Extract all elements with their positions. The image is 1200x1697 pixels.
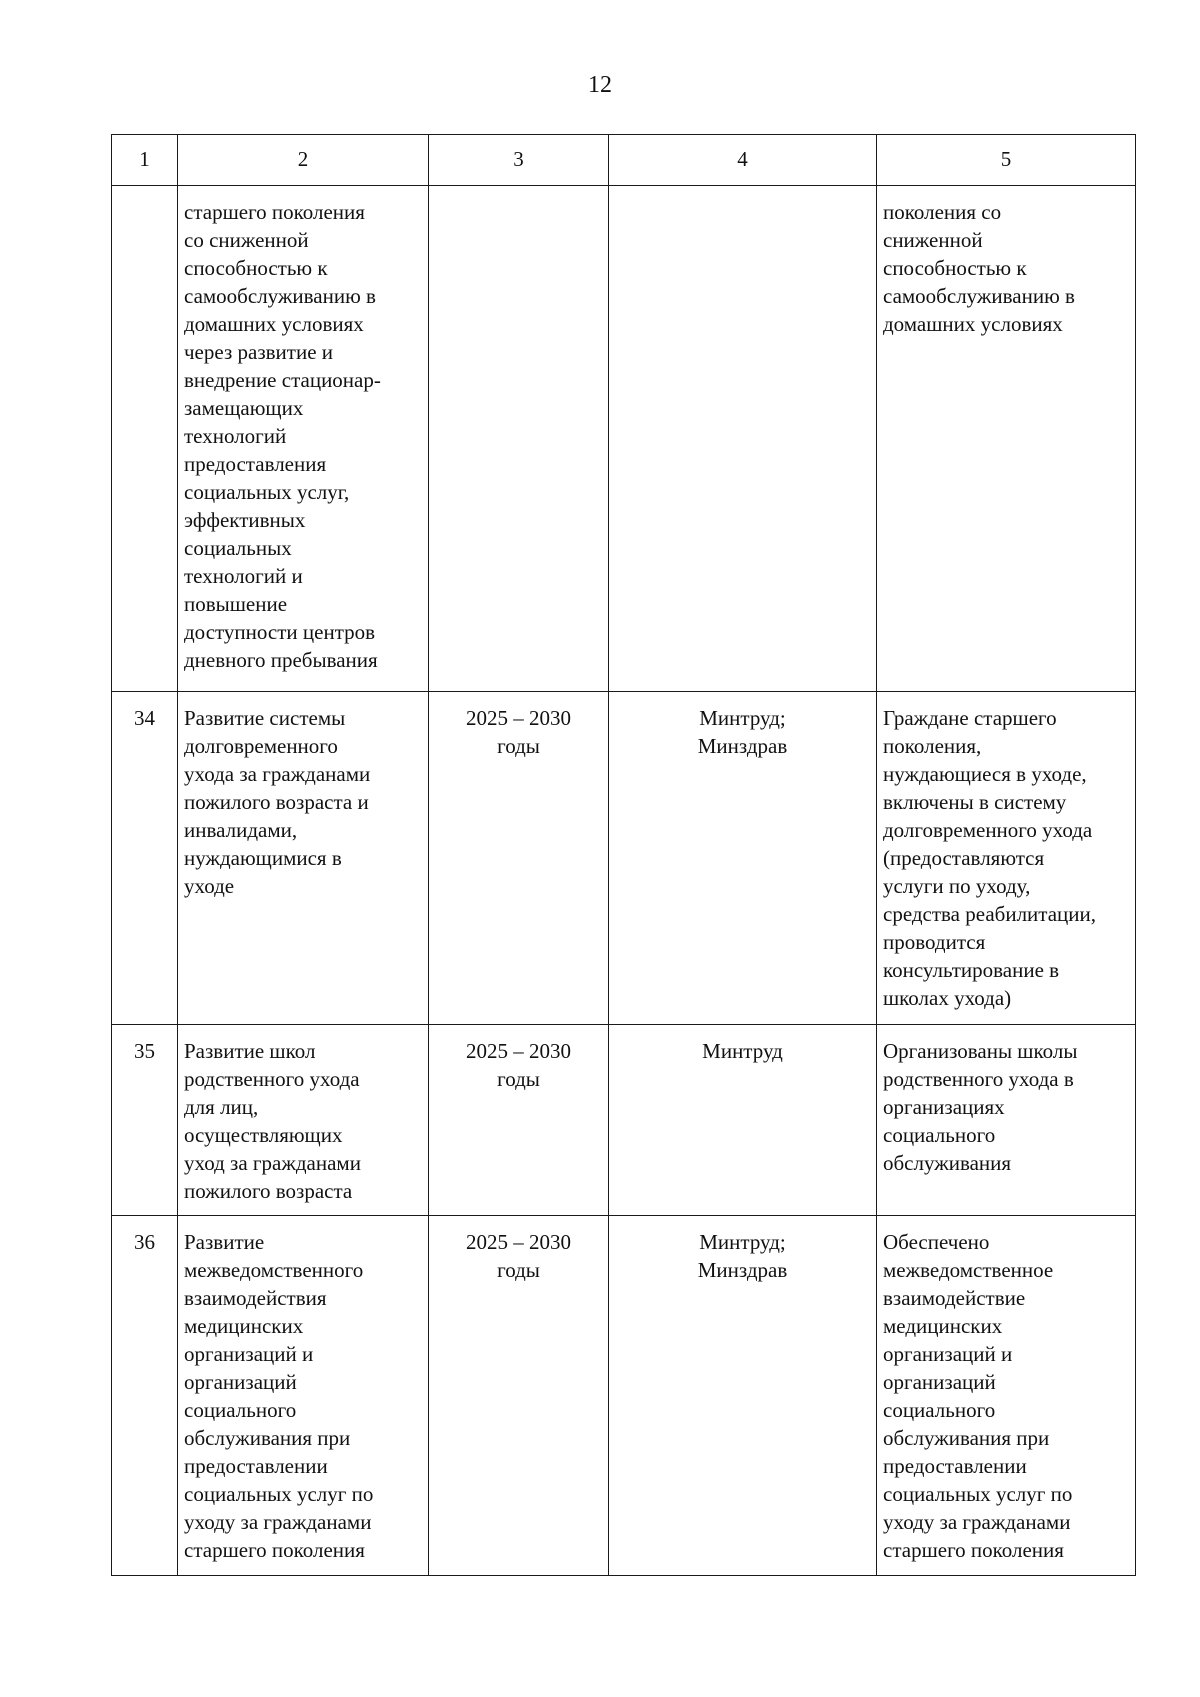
result-cell: Организованы школы родственного ухода в организациях социального обслуживания [877,1025,1136,1216]
measure-cell: старшего поколения со сниженной способностью к самообслуживанию в домашних условиях через развитие и внедрение стационар- замещающих технологий предоставления социальных услуг, эффективных социальных технологий и повышение доступности центров дневного пребывания [178,186,429,692]
result-cell: Обеспечено межведомственное взаимодействие медицинских организаций и организаций социального обслуживания при предоставлении социальных услуг по уходу за гражданами старшего поколения [877,1216,1136,1576]
period-cell [429,186,609,692]
row-number: 35 [112,1025,178,1216]
measure-cell: Развитие системы долговременного ухода за гражданами пожилого возраста и инвалидами, нуждающимися в уходе [178,692,429,1025]
executor-cell [609,186,877,692]
period-cell: 2025 – 2030 годы [429,692,609,1025]
executor-cell: Минтруд; Минздрав [609,1216,877,1576]
table-row [112,692,1136,1025]
row-number: 34 [112,692,178,1025]
table-header-row [112,135,1136,186]
result-cell: поколения со сниженной способностью к самообслуживанию в домашних условиях [877,186,1136,692]
table-row [112,1025,1136,1216]
executor-cell: Минтруд; Минздрав [609,692,877,1025]
table-row [112,1216,1136,1576]
header-col-4: 4 [609,135,877,186]
measure-cell: Развитие школ родственного ухода для лиц, осуществляющих уход за гражданами пожилого возраста [178,1025,429,1216]
result-cell: Граждане старшего поколения, нуждающиеся в уходе, включены в систему долговременного ухода (предоставляются услуги по уходу, средства реабилитации, проводится консультирование в школах ухода) [877,692,1136,1025]
header-col-1: 1 [112,135,178,186]
header-col-3: 3 [429,135,609,186]
row-number: 36 [112,1216,178,1576]
page-number: 12 [588,72,612,98]
table-row [112,186,1136,692]
measures-table [111,134,1136,1576]
measure-cell: Развитие межведомственного взаимодействия медицинских организаций и организаций социального обслуживания при предоставлении социальных услуг по уходу за гражданами старшего поколения [178,1216,429,1576]
period-cell: 2025 – 2030 годы [429,1216,609,1576]
period-cell: 2025 – 2030 годы [429,1025,609,1216]
row-number [112,186,178,692]
header-col-2: 2 [178,135,429,186]
executor-cell: Минтруд [609,1025,877,1216]
header-col-5: 5 [877,135,1136,186]
